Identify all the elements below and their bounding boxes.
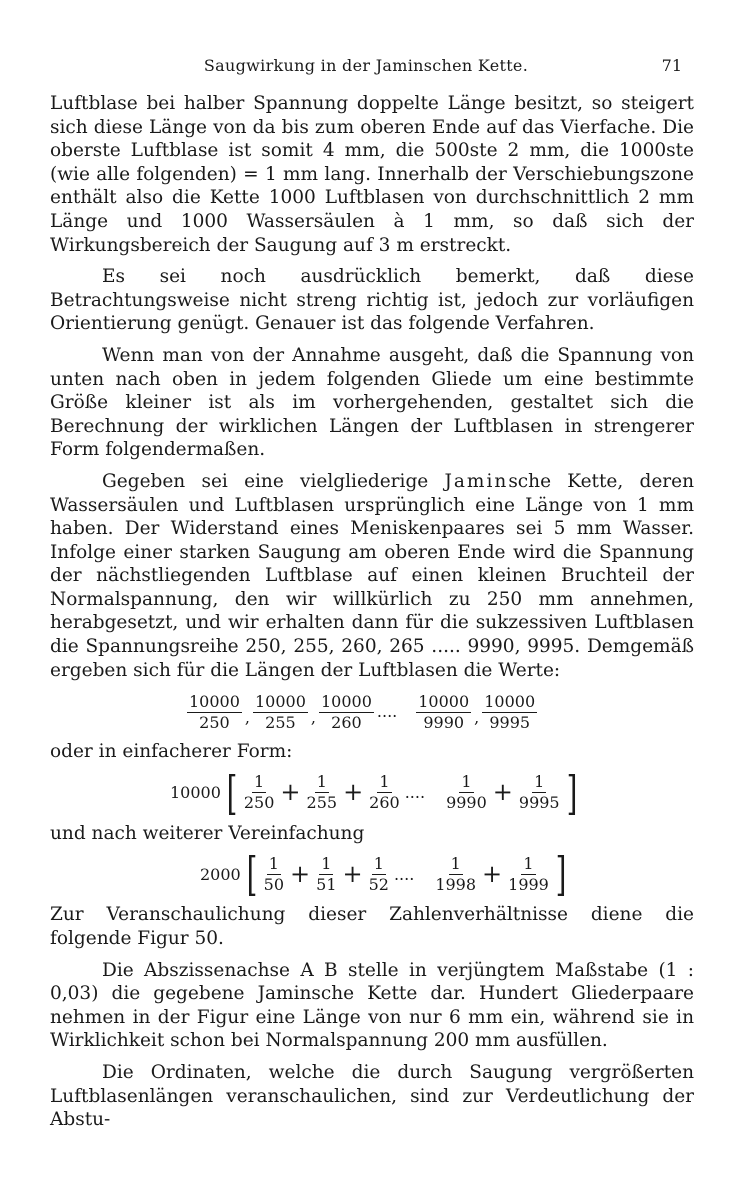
- left-bracket: [: [246, 847, 258, 902]
- fraction: [242, 772, 277, 813]
- fraction-numerator: 1: [254, 772, 265, 792]
- text-further-simplification: und nach weiterer Vereinfachung: [50, 822, 365, 844]
- name-jamin: Jamin: [444, 470, 509, 492]
- comma: ,: [310, 708, 316, 728]
- fraction-numerator: 1: [316, 772, 327, 792]
- fraction-numerator: 1: [321, 853, 332, 873]
- fraction-numerator: 1: [461, 772, 472, 792]
- fraction-denominator: 1999: [508, 874, 549, 894]
- fraction: [262, 854, 286, 895]
- fraction-denominator: 1998: [435, 874, 477, 894]
- formula-bracketed-sum: [170, 764, 694, 822]
- plus-sign: +: [290, 859, 311, 888]
- fraction: [433, 854, 478, 895]
- fraction-numerator: 10000: [189, 691, 240, 711]
- paragraph-6: Die Abszissenachse A B stelle in verjüngtem Maßstabe (1 : 0,03) die gegebene Jaminsche Kette dar. Hundert Gliederpaare nehmen in der Figur eine Länge von nur 6 mm ein, während sie in Wirklichkeit schon bei Normalspannung 200 mm ausfüllen.: [50, 959, 694, 1052]
- fraction: [367, 854, 391, 895]
- fraction-numerator: 10000: [321, 691, 372, 711]
- fraction-numerator: 10000: [484, 691, 536, 711]
- fraction-denominator: 260: [331, 712, 362, 732]
- fraction: [506, 854, 551, 895]
- fraction-denominator: 51: [316, 874, 337, 894]
- paragraph-3: Wenn man von der Annahme ausgeht, daß die Spannung von unten nach oben in jedem folgenden Gliede um eine bestimmte Größe kleiner ist als im vorhergehenden, gestaltet sich die Berechnung der wirklichen Längen der Luftblasen in strengerer Form folgendermaßen.: [50, 344, 694, 461]
- paragraph-1: Luftblase bei halber Spannung doppelte Länge besitzt, so steigert sich diese Länge von da bis zum oberen Ende auf das Vierfache. Die oberste Luftblase ist somit 4 mm, die 500ste 2 mm, die 1000ste (wie alle folgenden) = 1 mm lang. Innerhalb der Verschiebungszone enthält also die Kette 1000 Luftblasen von durchschnittlich 2 mm Länge und 1000 Wassersäulen à 1 mm, so daß sich der Wirkungsbereich der Saugung auf 3 m erstreckt.: [50, 93, 694, 256]
- fraction-numerator: 1: [379, 772, 390, 792]
- plus-sign: +: [280, 778, 301, 807]
- fraction-denominator: 9995: [518, 793, 560, 813]
- fraction-numerator: 1: [534, 772, 545, 792]
- fraction: [482, 692, 537, 733]
- fraction-numerator: 10000: [255, 691, 306, 711]
- plus-sign: +: [482, 859, 503, 888]
- text-simpler-form: oder in einfacherer Form:: [50, 741, 293, 763]
- fraction: [416, 692, 471, 733]
- ellipsis: ....: [393, 864, 415, 884]
- coefficient: 2000: [200, 864, 241, 884]
- comma: ,: [244, 708, 250, 728]
- fraction: [517, 772, 562, 813]
- paragraph-7: Die Ordinaten, welche die durch Saugung vergrößerten Luftblasenlängen veranschaulichen, sind zur Verdeutlichung der Abstu-: [50, 1062, 694, 1131]
- fraction-denominator: 50: [263, 874, 285, 894]
- ellipsis: ....: [404, 783, 426, 803]
- formula-series-fractions: [186, 684, 694, 740]
- fraction-denominator: 250: [199, 712, 230, 732]
- paragraph-4-start: Gegeben sei eine vielgliederige: [102, 470, 445, 492]
- formula-simplified-sum: [200, 845, 694, 903]
- fraction-denominator: 250: [243, 793, 275, 813]
- paragraph-4-rest: sche Kette, deren Wassersäulen und Luftblasen ursprünglich eine Länge von 1 mm haben. Der Widerstand eines Meniskenpaares sei 5 mm Wasser. Infolge einer starken Saugung am oberen Ende wird die Spannung der nächstliegenden Luftblase auf einen kleinen Bruchteil der Normalspannung, den wir willkürlich zu 250 mm annehmen, herabgesetzt, und wir erhalten dann für die sukzessiven Luftblasen die Spannungsreihe 250, 255, 260, 265 ..... 9990, 9995. Demgemäß ergeben sich für die Längen der Luftblasen die Werte:: [50, 470, 694, 681]
- running-head: [50, 50, 682, 82]
- left-bracket: [: [226, 765, 238, 820]
- coefficient: 10000: [170, 783, 221, 803]
- plus-sign: +: [492, 778, 513, 807]
- fraction-denominator: 52: [368, 874, 389, 894]
- plus-sign: +: [342, 859, 363, 888]
- fraction-denominator: 9990: [423, 712, 465, 732]
- fraction-denominator: 9995: [489, 712, 531, 732]
- comma: ,: [474, 708, 480, 728]
- fraction-denominator: 255: [265, 712, 296, 732]
- fraction-numerator: 1: [450, 853, 461, 873]
- body-text: [50, 92, 694, 1140]
- fraction-numerator: 10000: [418, 691, 470, 711]
- paragraph-5: Zur Veranschaulichung dieser Zahlenverhältnisse diene die folgende Figur 50.: [50, 904, 694, 950]
- fraction-denominator: 255: [306, 793, 338, 813]
- fraction-denominator: 9990: [446, 793, 487, 813]
- fraction-numerator: 1: [373, 853, 384, 873]
- running-title: Saugwirkung in der Jaminschen Kette.: [203, 56, 529, 75]
- paragraph-4: [50, 470, 694, 682]
- fraction: [305, 772, 340, 813]
- fraction: [319, 692, 374, 733]
- plus-sign: +: [343, 778, 364, 807]
- fraction: [444, 772, 489, 813]
- page-number: 71: [661, 56, 682, 75]
- fraction: [367, 772, 402, 813]
- paragraph-2: Es sei noch ausdrücklich bemerkt, daß diese Betrachtungsweise nicht streng richtig ist, jedoch zur vorläufigen Orientierung genügt. Genauer ist das folgende Verfahren.: [50, 266, 694, 335]
- fraction-denominator: 260: [369, 793, 400, 813]
- ellipsis: ....: [376, 702, 398, 722]
- fraction: [253, 692, 308, 733]
- fraction: [314, 854, 338, 895]
- right-bracket: ]: [555, 847, 567, 902]
- fraction: [187, 692, 242, 733]
- right-bracket: ]: [566, 765, 577, 820]
- fraction-numerator: 1: [523, 853, 534, 873]
- fraction-numerator: 1: [268, 853, 279, 873]
